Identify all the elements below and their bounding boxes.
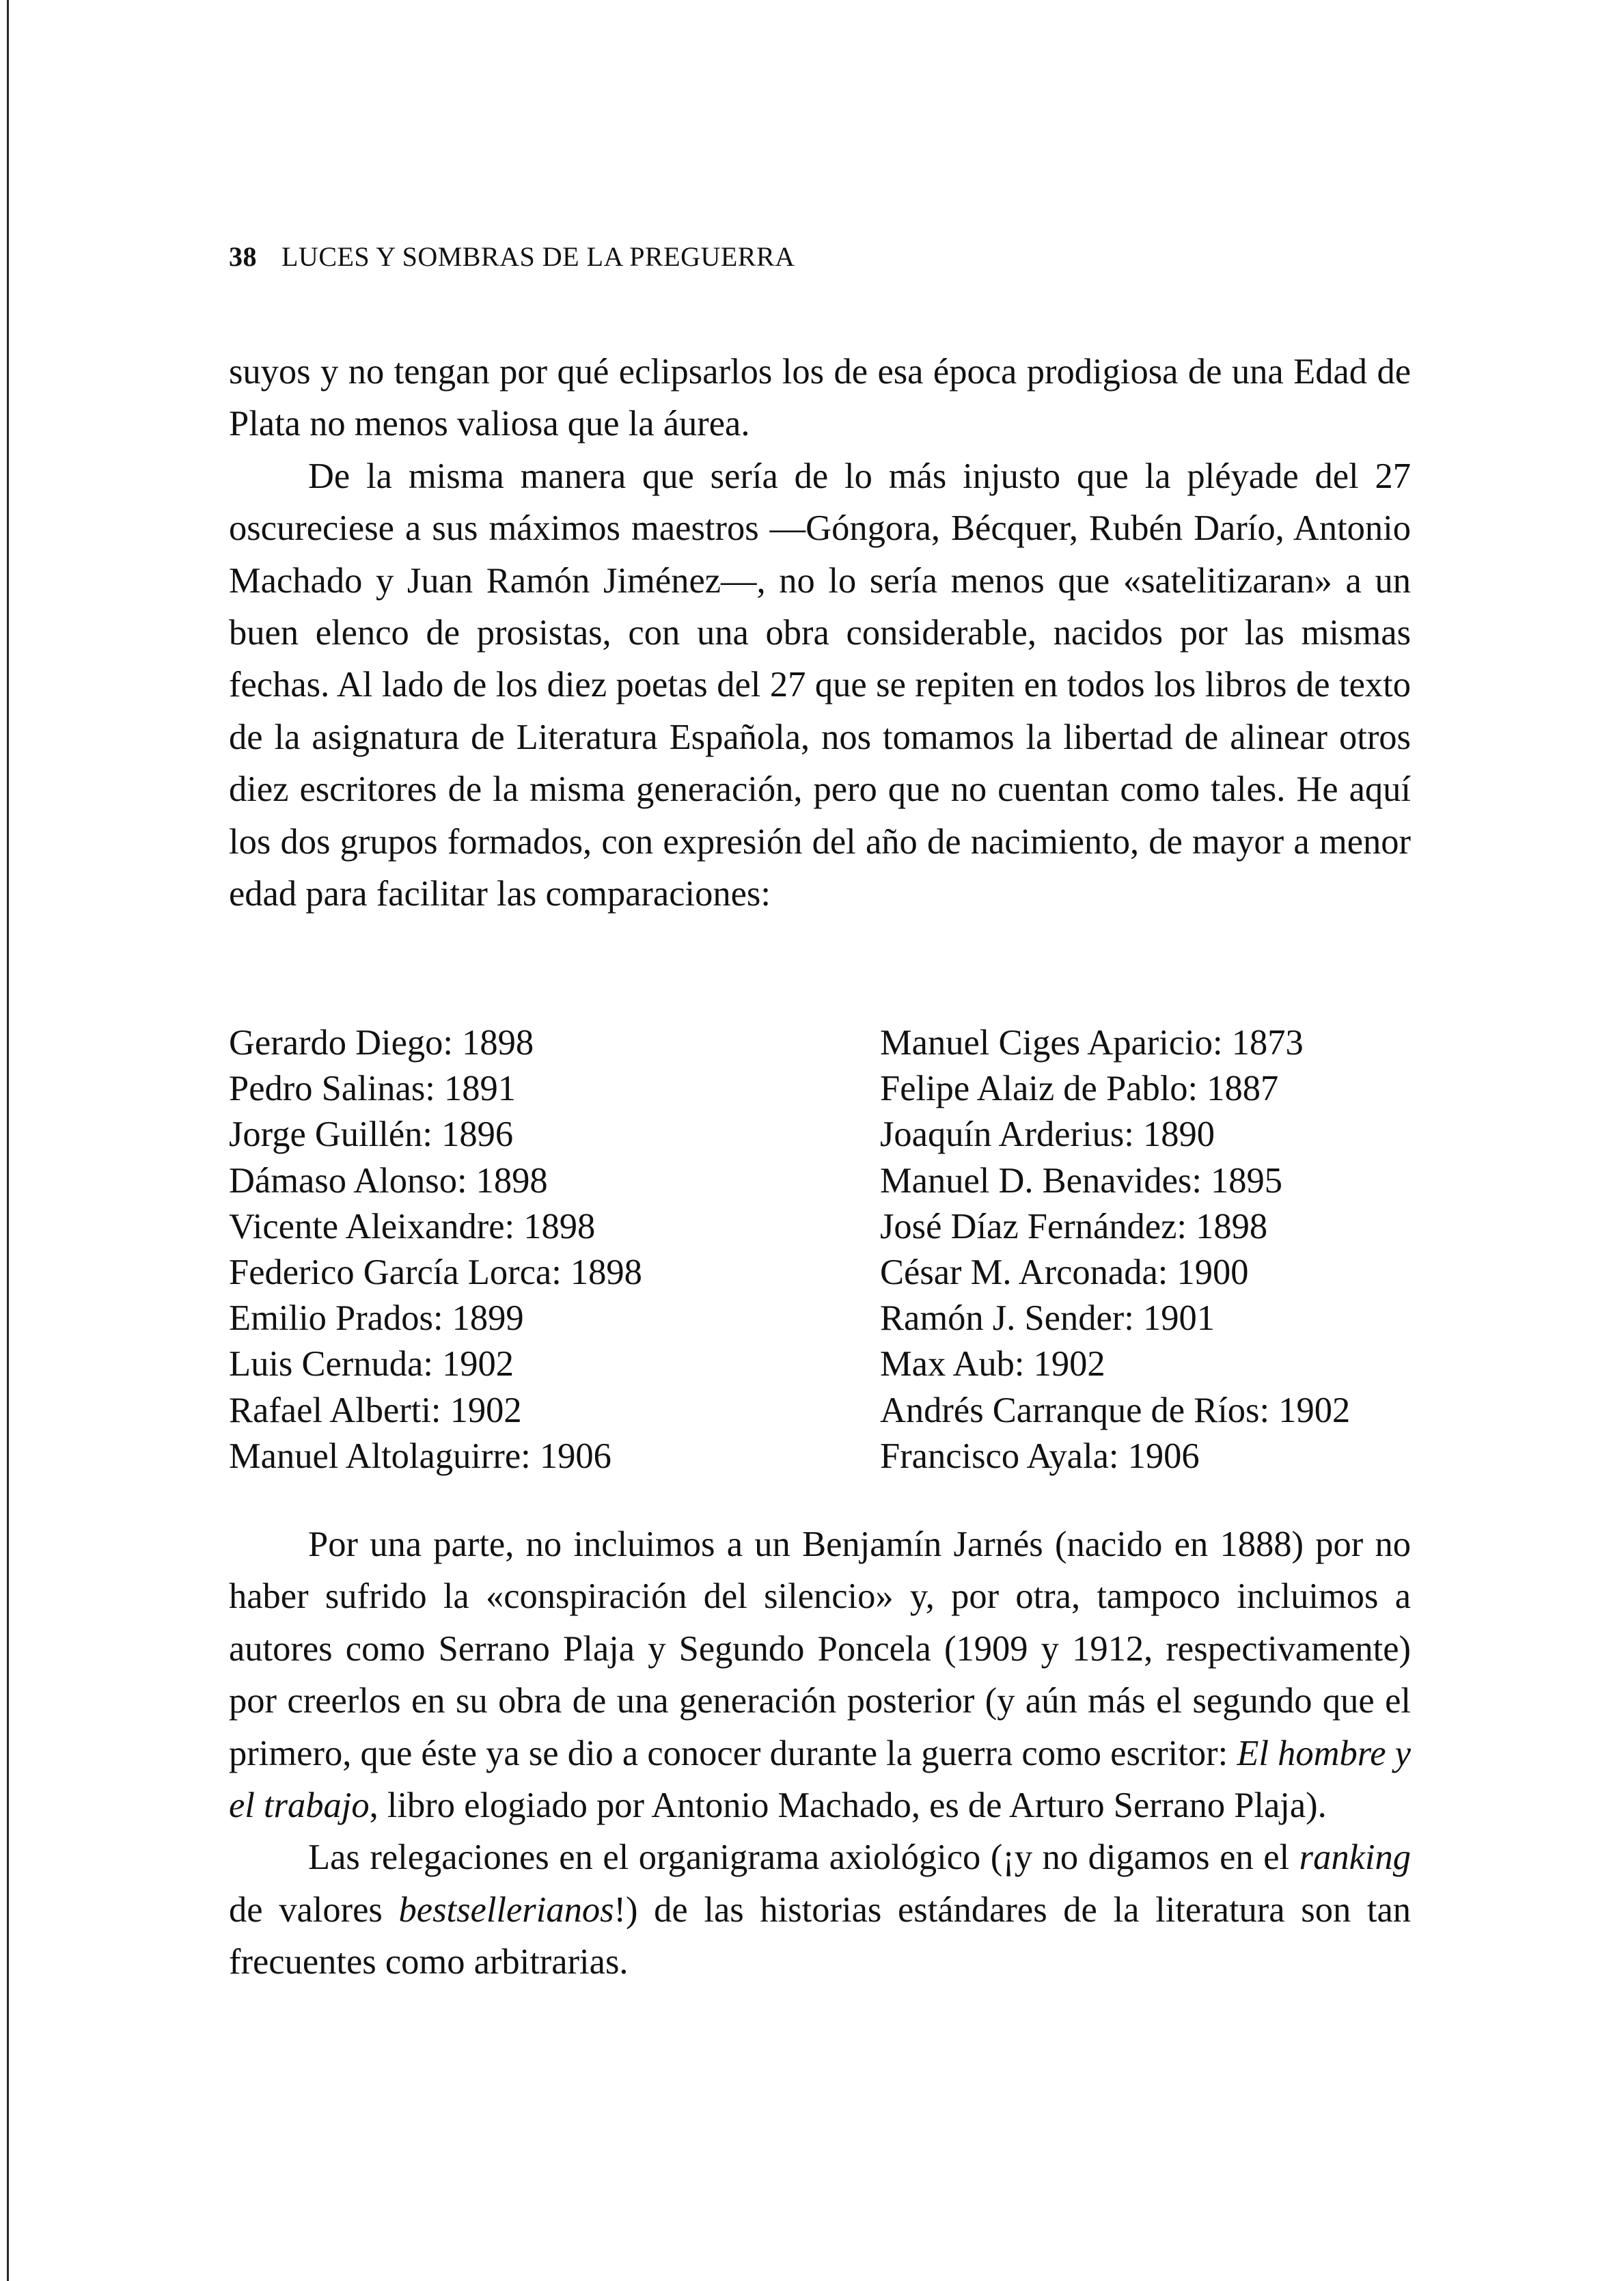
list-item: Manuel D. Benavides: 1895 (880, 1160, 1283, 1201)
list-item: Felipe Alaiz de Pablo: 1887 (880, 1069, 1279, 1109)
list-item: Dámaso Alonso: 1898 (229, 1160, 548, 1201)
paragraph-exclusions: Por una parte, no incluimos a un Benjamín Jarnés (nacido en 1888) por no haber sufrido la «conspiración del silencio» y, por otra, tampoco incluimos a autores como Serrano Plaja y Segundo Poncela (1909 y 1912, respectivamente) por creerlos en su obra de una generación posterior (y aún más el segundo que el primero, que éste ya se dio a conocer durante la guerra como escritor: El hombre y el trabajo, libro elogiado por Antonio Machado, es de Arturo Serrano Plaja). (229, 1525, 1411, 1826)
list-item: Jorge Guillén: 1896 (229, 1115, 514, 1155)
list-item: Max Aub: 1902 (880, 1344, 1105, 1384)
running-title: LUCES Y SOMBRAS DE LA PREGUERRA (281, 241, 795, 272)
list-item: César M. Arconada: 1900 (880, 1253, 1249, 1293)
list-item: Vicente Aleixandre: 1898 (229, 1206, 596, 1246)
body-text-bottom (229, 1518, 1411, 1989)
list-item: Rafael Alberti: 1902 (229, 1390, 522, 1430)
list-item: Gerardo Diego: 1898 (229, 1023, 534, 1063)
list-item: Federico García Lorca: 1898 (229, 1253, 642, 1293)
paragraph-relegations: Las relegaciones en el organigrama axiológico (¡y no digamos en el ranking de valores bestsellerianos!) de las historias estándares de la literatura son tan frecuentes como arbitrarias. (229, 1838, 1412, 1982)
italic-term: ranking (1299, 1838, 1411, 1878)
list-item: Manuel Altolaguirre: 1906 (229, 1436, 611, 1476)
list-item: Pedro Salinas: 1891 (229, 1069, 516, 1109)
list-item: Emilio Prados: 1899 (229, 1298, 524, 1339)
running-header (229, 241, 795, 273)
list-item: Francisco Ayala: 1906 (880, 1436, 1200, 1476)
body-text-top (229, 346, 1411, 920)
list-item: Luis Cernuda: 1902 (229, 1344, 514, 1384)
list-prose-writers (880, 1020, 1350, 1479)
italic-term: bestsellerianos (398, 1889, 614, 1930)
paragraph-intro-lists: De la misma manera que sería de lo más injusto que la pléyade del 27 oscureciese a sus máximos maestros —Góngora, Bécquer, Rubén Darío, Antonio Machado y Juan Ramón Jiménez—, no lo sería menos que «satelitizaran» a un buen elenco de prosistas, con una obra considerable, nacidos por las mismas fechas. Al lado de los diez poetas del 27 que se repiten en todos los libros de texto de la asignatura de Literatura Española, nos tomamos la libertad de alinear otros diez escritores de la misma generación, pero que no cuentan como tales. He aquí los dos grupos formados, con expresión del año de nacimiento, de mayor a menor edad para facilitar las comparaciones: (229, 456, 1411, 914)
list-item: Andrés Carranque de Ríos: 1902 (880, 1390, 1351, 1430)
book-title: El hombre y el trabajo (229, 1733, 1411, 1826)
list-item: Manuel Ciges Aparicio: 1873 (880, 1023, 1304, 1063)
list-item: José Díaz Fernández: 1898 (880, 1206, 1268, 1246)
paragraph-continuation: suyos y no tengan por qué eclipsarlos los de esa época prodigiosa de una Edad de Plata no menos valiosa que la áurea. (229, 352, 1411, 444)
list-poets-27 (229, 1020, 642, 1479)
list-item: Ramón J. Sender: 1901 (880, 1298, 1215, 1339)
page-edge-line (7, 0, 9, 2281)
list-item: Joaquín Arderius: 1890 (880, 1115, 1215, 1155)
page-number: 38 (229, 241, 257, 272)
